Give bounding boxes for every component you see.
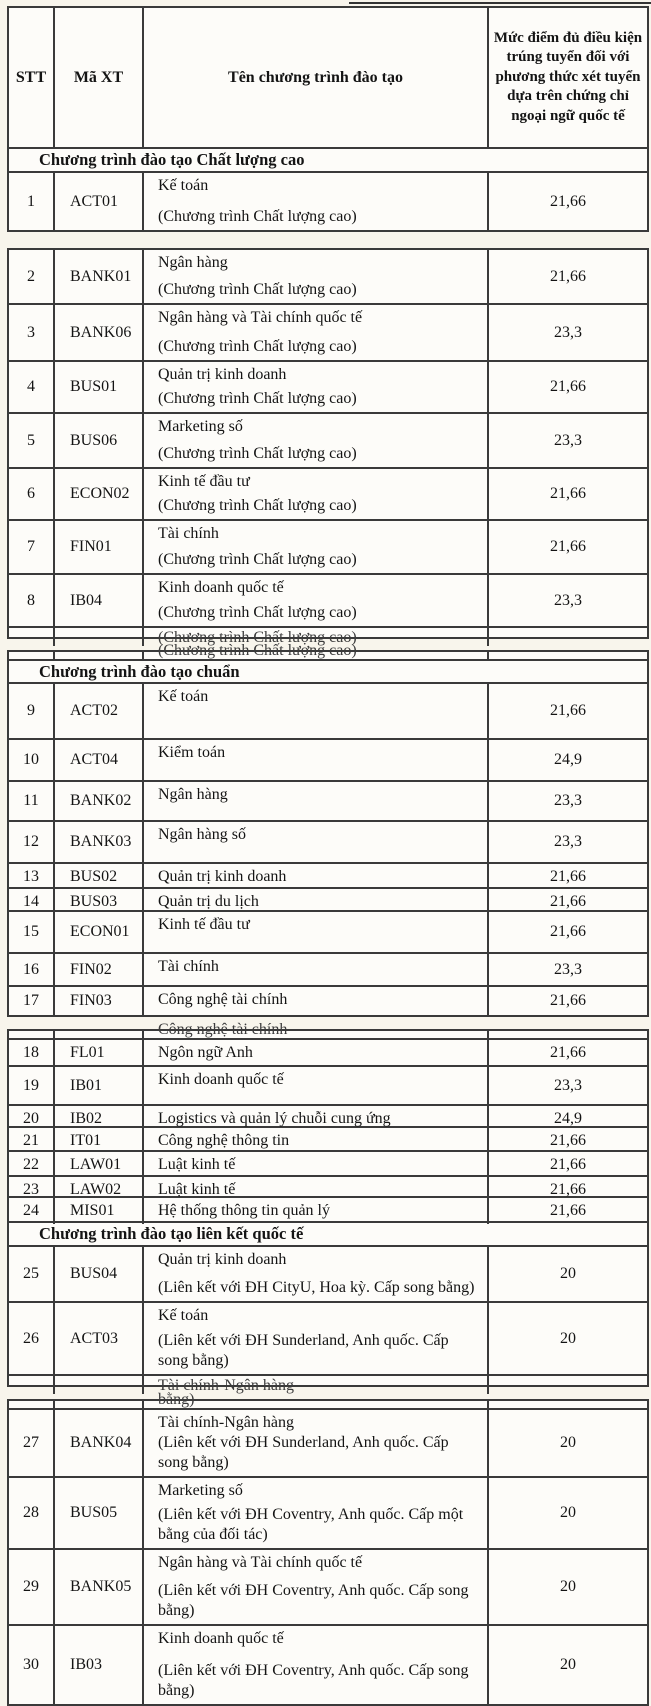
row-program-name: Kinh tế đầu tư [158, 916, 250, 933]
row-stt: 3 [9, 305, 55, 360]
table-row [9, 575, 647, 628]
row-score: 21,66 [550, 485, 586, 502]
table-row [9, 1198, 647, 1223]
row-stt: 12 [9, 822, 55, 862]
row-program-name: Ngân hàng số [158, 826, 246, 843]
row-code: ECON01 [55, 912, 144, 952]
row-program-note: (Chương trình Chất lượng cao) [158, 390, 357, 407]
row-score: 21,66 [550, 893, 586, 910]
fragment-program-cell [144, 1021, 489, 1038]
row-program-cell [144, 575, 489, 626]
table-row [9, 1478, 647, 1550]
row-program-name: Kế toán [158, 177, 209, 194]
fragment-code-cell [55, 1401, 144, 1408]
row-code: BUS03 [55, 889, 144, 915]
fragment-score-cell [489, 652, 647, 659]
fragment-score-cell [489, 1031, 647, 1038]
section-header-label: Chương trình đào tạo Chất lượng cao [39, 150, 305, 169]
row-code: ACT04 [55, 740, 144, 780]
table-row [9, 469, 647, 521]
row-stt: 24 [9, 1198, 55, 1224]
row-program-name: Luật kinh tế [158, 1181, 236, 1198]
row-program-name: Công nghệ tài chính [158, 991, 288, 1008]
row-program-cell [144, 414, 489, 467]
truncated-row-fragment [9, 628, 647, 646]
row-program-note: (Chương trình Chất lượng cao) [158, 281, 357, 298]
fragment-stt-cell [9, 652, 55, 659]
table-row [9, 1626, 647, 1704]
row-stt: 27 [9, 1410, 55, 1476]
truncated-row-fragment [9, 1376, 647, 1394]
row-program-note: (Liên kết với ĐH Sunderland, Anh quốc. Cấp song bằng) [158, 1332, 449, 1369]
row-stt: 20 [9, 1106, 55, 1132]
row-program-name: Kiểm toán [158, 744, 226, 761]
row-program-note: (Chương trình Chất lượng cao) [158, 604, 357, 621]
row-score: 21,66 [550, 1156, 586, 1173]
row-code: BUS02 [55, 864, 144, 890]
row-score: 23,3 [554, 323, 582, 341]
row-stt: 11 [9, 782, 55, 820]
table-row [9, 1040, 647, 1067]
row-program-cell [144, 684, 489, 738]
row-score: 21,66 [550, 1044, 586, 1061]
row-code: ACT03 [55, 1303, 144, 1374]
section-header-label: Chương trình đào tạo liên kết quốc tế [39, 1224, 304, 1243]
row-program-name: Kế toán [158, 1307, 209, 1324]
row-program-cell [144, 1478, 489, 1548]
row-program-cell [144, 305, 489, 360]
table-row [9, 1550, 647, 1626]
row-program-cell [144, 1198, 489, 1224]
row-program-name: Tài chính-Ngân hàng [158, 1414, 294, 1431]
row-code: IB01 [55, 1067, 144, 1104]
row-stt: 2 [9, 250, 55, 303]
row-stt: 29 [9, 1550, 55, 1624]
col-header-score: Mức điểm đủ điều kiện trúng tuyển đối với phương thức xét tuyển dựa trên chứng chỉ ngoại ngữ quốc tế [493, 29, 643, 124]
row-code: LAW01 [55, 1152, 144, 1178]
row-score: 23,3 [554, 833, 582, 850]
row-stt: 17 [9, 987, 55, 1015]
col-header-code: Mã XT [55, 8, 144, 147]
fragment-program-cell [144, 642, 489, 659]
row-score: 21,66 [550, 267, 586, 285]
fragment-code-cell [55, 628, 144, 646]
row-score: 21,66 [550, 1181, 586, 1198]
row-program-cell [144, 822, 489, 862]
row-program-cell [144, 1626, 489, 1704]
table-row [9, 362, 647, 414]
row-code: LAW02 [55, 1177, 144, 1203]
truncated-row-fragment [9, 1021, 647, 1040]
fragment-code-cell [55, 1376, 144, 1394]
table-row [9, 954, 647, 987]
row-program-name: Kế toán [158, 688, 209, 705]
row-stt: 30 [9, 1626, 55, 1704]
row-score: 21,66 [550, 1202, 586, 1219]
fragment-program-cell [144, 1391, 489, 1408]
row-code: BANK04 [55, 1410, 144, 1476]
row-program-name: Kinh doanh quốc tế [158, 579, 284, 596]
row-program-name: Công nghệ thông tin [158, 1132, 290, 1149]
row-program-cell [144, 987, 489, 1015]
table-segment-3 [7, 642, 649, 1017]
row-program-name: Ngân hàng và Tài chính quốc tế [158, 309, 363, 326]
row-program-note: (Chương trình Chất lượng cao) [158, 551, 357, 568]
row-code: BUS05 [55, 1478, 144, 1548]
row-code: BUS01 [55, 362, 144, 412]
section-header-row [9, 661, 647, 684]
row-stt: 9 [9, 684, 55, 738]
row-code: BUS04 [55, 1247, 144, 1301]
row-code: MIS01 [55, 1198, 144, 1224]
table-row [9, 740, 647, 782]
row-code: ACT01 [55, 173, 144, 230]
row-code: BANK02 [55, 782, 144, 820]
row-program-note: (Liên kết với ĐH Coventry, Anh quốc. Cấp song bằng) [158, 1662, 469, 1699]
row-score: 21,66 [550, 702, 586, 719]
row-score: 20 [560, 1265, 576, 1282]
table-segment-5 [7, 1391, 649, 1706]
table-header-row [9, 8, 647, 149]
col-header-program: Tên chương trình đào tạo [144, 8, 489, 147]
table-row [9, 864, 647, 889]
truncated-row-fragment [9, 642, 647, 661]
row-program-cell [144, 173, 489, 230]
row-program-name: Kinh doanh quốc tế [158, 1630, 284, 1647]
row-stt: 15 [9, 912, 55, 952]
table-row [9, 987, 647, 1015]
row-program-note: (Liên kết với ĐH Sunderland, Anh quốc. Cấp song bằng) [158, 1434, 449, 1471]
fragment-stt-cell [9, 628, 55, 646]
row-score: 21,66 [550, 1132, 586, 1149]
row-stt: 23 [9, 1177, 55, 1203]
row-score: 23,3 [554, 431, 582, 449]
row-score: 20 [560, 1578, 576, 1595]
row-stt: 4 [9, 362, 55, 412]
table-row [9, 305, 647, 362]
fragment-stt-cell [9, 1376, 55, 1394]
row-stt: 13 [9, 864, 55, 890]
row-program-note: (Chương trình Chất lượng cao) [158, 445, 357, 462]
row-stt: 22 [9, 1152, 55, 1178]
row-program-cell [144, 1303, 489, 1374]
row-score: 20 [560, 1434, 576, 1451]
row-stt: 8 [9, 575, 55, 626]
row-program-name: Quản trị kinh doanh [158, 1251, 287, 1268]
row-score: 20 [560, 1504, 576, 1521]
row-program-name: Quản trị du lịch [158, 893, 259, 910]
row-score: 23,3 [554, 960, 582, 978]
row-program-name: Ngân hàng và Tài chính quốc tế [158, 1554, 363, 1571]
row-program-cell [144, 954, 489, 985]
row-stt: 1 [9, 173, 55, 230]
row-program-cell [144, 1247, 489, 1301]
table-segment-2 [7, 248, 649, 646]
row-stt: 5 [9, 414, 55, 467]
row-code: FL01 [55, 1040, 144, 1066]
row-stt: 19 [9, 1067, 55, 1104]
table-row [9, 1067, 647, 1106]
section-header-row [9, 1223, 647, 1247]
fragment-code-cell [55, 1031, 144, 1038]
row-stt: 26 [9, 1303, 55, 1374]
row-program-note: (Chương trình Chất lượng cao) [158, 208, 357, 225]
row-program-cell [144, 1128, 489, 1154]
row-program-name: Quản trị kinh doanh [158, 868, 287, 885]
col-header-stt: STT [9, 8, 55, 147]
table-row [9, 1152, 647, 1177]
table-row [9, 1177, 647, 1198]
row-score: 21,66 [550, 923, 586, 940]
row-program-cell [144, 469, 489, 519]
row-program-cell [144, 740, 489, 780]
row-program-name: Tài chính [158, 525, 219, 542]
row-score: 23,3 [554, 792, 582, 809]
table-row [9, 521, 647, 575]
row-program-name: Marketing số [158, 418, 243, 435]
row-code: FIN03 [55, 987, 144, 1015]
row-stt: 14 [9, 889, 55, 915]
row-code: BANK03 [55, 822, 144, 862]
row-score: 21,66 [550, 192, 586, 210]
row-program-name: Ngôn ngữ Anh [158, 1044, 253, 1061]
table-row [9, 1410, 647, 1478]
row-stt: 16 [9, 954, 55, 985]
row-code: BUS06 [55, 414, 144, 467]
table-row [9, 1106, 647, 1128]
row-program-name: Luật kinh tế [158, 1156, 236, 1173]
row-program-cell [144, 782, 489, 820]
row-code: ECON02 [55, 469, 144, 519]
table-row [9, 414, 647, 469]
fragment-text: Tài chính-Ngân hàng [158, 1377, 294, 1394]
table-row [9, 822, 647, 864]
row-program-cell [144, 1550, 489, 1624]
fragment-text: Công nghệ tài chính [158, 1021, 288, 1038]
row-code: IB04 [55, 575, 144, 626]
row-score: 21,66 [550, 868, 586, 885]
row-code: FIN01 [55, 521, 144, 573]
table-segment-4 [7, 1021, 649, 1394]
row-score: 23,3 [554, 591, 582, 609]
row-score: 21,66 [550, 378, 586, 395]
row-program-note: (Chương trình Chất lượng cao) [158, 497, 357, 514]
row-stt: 25 [9, 1247, 55, 1301]
row-program-note: (Chương trình Chất lượng cao) [158, 338, 357, 355]
table-row [9, 1303, 647, 1376]
table-row [9, 1128, 647, 1152]
row-score: 23,3 [554, 1076, 582, 1094]
row-score: 20 [560, 1656, 576, 1673]
segment-gap [0, 232, 651, 248]
table-row [9, 889, 647, 912]
row-program-cell [144, 250, 489, 303]
section-header-row [9, 149, 647, 173]
row-program-note: (Liên kết với ĐH CityU, Hoa kỳ. Cấp song bằng) [158, 1279, 475, 1296]
row-score: 21,66 [550, 538, 586, 555]
row-program-cell [144, 1410, 489, 1476]
row-program-cell [144, 1040, 489, 1066]
row-program-name: Logistics và quản lý chuỗi cung ứng [158, 1110, 391, 1127]
row-stt: 10 [9, 740, 55, 780]
row-program-name: Ngân hàng [158, 786, 228, 803]
row-code: IT01 [55, 1128, 144, 1154]
row-program-cell [144, 864, 489, 890]
row-stt: 7 [9, 521, 55, 573]
row-program-cell [144, 1067, 489, 1104]
row-program-name: Kinh tế đầu tư [158, 473, 250, 490]
table-row [9, 912, 647, 954]
row-program-name: Quản trị kinh doanh [158, 366, 287, 383]
row-program-name: Hệ thống thông tin quản lý [158, 1202, 330, 1219]
row-code: BANK05 [55, 1550, 144, 1624]
row-score: 21,66 [550, 992, 586, 1009]
row-program-name: Ngân hàng [158, 254, 228, 271]
row-stt: 6 [9, 469, 55, 519]
row-score: 24,9 [554, 1110, 582, 1127]
fragment-text: (Chương trình Chất lượng cao) [158, 642, 357, 659]
section-header-label: Chương trình đào tạo chuẩn [39, 661, 240, 681]
fragment-text: bằng) [158, 1391, 195, 1408]
row-score: 24,9 [554, 751, 582, 768]
row-program-cell [144, 1152, 489, 1178]
row-program-note: (Liên kết với ĐH Coventry, Anh quốc. Cấp song bằng) [158, 1582, 469, 1619]
fragment-score-cell [489, 628, 647, 646]
row-stt: 28 [9, 1478, 55, 1548]
row-code: FIN02 [55, 954, 144, 985]
fragment-text: (Chương trình Chất lượng cao) [158, 629, 357, 646]
fragment-score-cell [489, 1401, 647, 1408]
table-row [9, 250, 647, 305]
table-row [9, 782, 647, 822]
table-row [9, 173, 647, 230]
row-code: BANK01 [55, 250, 144, 303]
row-program-note: (Liên kết với ĐH Coventry, Anh quốc. Cấp một bằng của đối tác) [158, 1506, 464, 1543]
stitch-artifact-line [349, 2, 651, 4]
row-program-name: Kinh doanh quốc tế [158, 1071, 284, 1088]
fragment-score-cell [489, 1376, 647, 1394]
truncated-row-fragment [9, 1391, 647, 1410]
row-code: IB02 [55, 1106, 144, 1132]
row-code: IB03 [55, 1626, 144, 1704]
row-program-cell [144, 362, 489, 412]
fragment-stt-cell [9, 1401, 55, 1408]
row-code: BANK06 [55, 305, 144, 360]
fragment-code-cell [55, 652, 144, 659]
row-score: 20 [560, 1329, 576, 1347]
row-program-cell [144, 912, 489, 952]
table-segment-1 [7, 6, 649, 232]
row-stt: 21 [9, 1128, 55, 1154]
row-program-name: Tài chính [158, 958, 219, 975]
row-code: ACT02 [55, 684, 144, 738]
table-row [9, 1247, 647, 1303]
row-program-cell [144, 521, 489, 573]
table-row [9, 684, 647, 740]
row-program-name: Marketing số [158, 1482, 243, 1499]
row-stt: 18 [9, 1040, 55, 1066]
fragment-stt-cell [9, 1031, 55, 1038]
